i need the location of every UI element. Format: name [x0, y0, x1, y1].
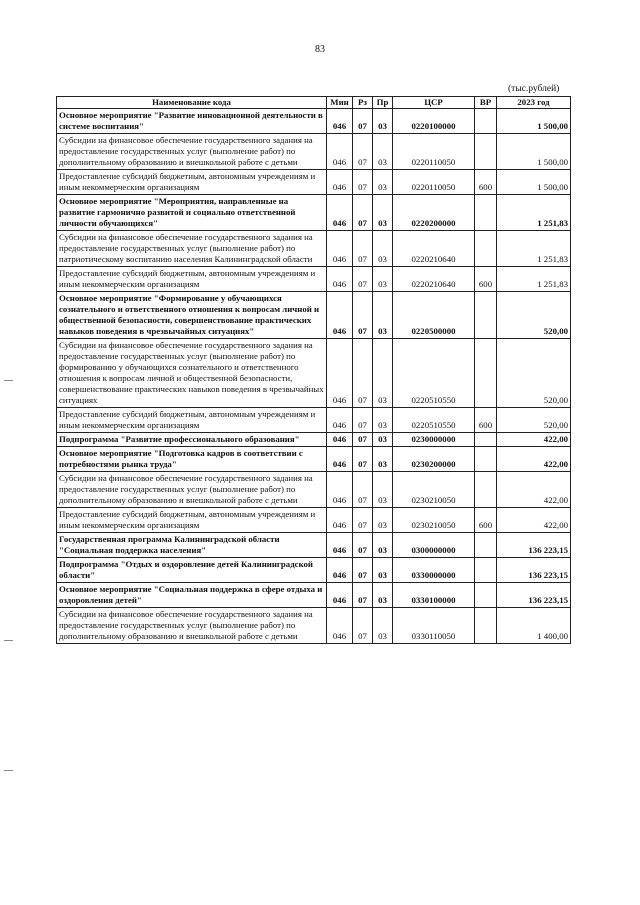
row-vr — [475, 231, 497, 267]
row-min: 046 — [327, 109, 353, 134]
table-row — [57, 134, 571, 170]
table-row — [57, 608, 571, 644]
row-sum: 1 500,00 — [497, 134, 571, 170]
row-pr: 03 — [373, 231, 393, 267]
row-pr: 03 — [373, 472, 393, 508]
table-row — [57, 231, 571, 267]
row-rz: 07 — [353, 339, 373, 408]
row-pr: 03 — [373, 608, 393, 644]
row-csr: 0220510550 — [393, 408, 475, 433]
row-pr: 03 — [373, 447, 393, 472]
row-csr: 0220200000 — [393, 195, 475, 231]
header-year: 2023 год — [497, 97, 571, 109]
row-min: 046 — [327, 558, 353, 583]
margin-mark — [4, 640, 13, 641]
row-rz: 07 — [353, 533, 373, 558]
row-sum: 1 500,00 — [497, 109, 571, 134]
row-name: Основное мероприятие "Развитие инновационной деятельности в системе воспитания" — [57, 109, 327, 134]
table-row — [57, 447, 571, 472]
row-sum: 136 223,15 — [497, 533, 571, 558]
row-vr — [475, 447, 497, 472]
table-row — [57, 292, 571, 339]
row-csr: 0220100000 — [393, 109, 475, 134]
row-csr: 0300000000 — [393, 533, 475, 558]
row-csr: 0330100000 — [393, 583, 475, 608]
row-name: Основное мероприятие "Подготовка кадров в соответствии с потребностями рынка труда" — [57, 447, 327, 472]
row-name: Субсидии на финансовое обеспечение государственного задания на предоставление государственных услуг (выполнение работ) по дополнительному образованию и внешкольной работе с детьми — [57, 472, 327, 508]
row-sum: 1 400,00 — [497, 608, 571, 644]
table-row — [57, 508, 571, 533]
row-rz: 07 — [353, 583, 373, 608]
row-pr: 03 — [373, 195, 393, 231]
row-min: 046 — [327, 447, 353, 472]
row-min: 046 — [327, 408, 353, 433]
row-sum: 1 251,83 — [497, 231, 571, 267]
row-min: 046 — [327, 583, 353, 608]
table-row — [57, 170, 571, 195]
row-name: Субсидии на финансовое обеспечение государственного задания на предоставление государственных услуг (выполнение работ) по формированию у обучающихся сознательного и ответственного отношения к вопросам личной и общественной безопасности, совершенствование практических навыков поведения в чрезвычайных ситуациях — [57, 339, 327, 408]
row-rz: 07 — [353, 292, 373, 339]
row-rz: 07 — [353, 231, 373, 267]
row-rz: 07 — [353, 558, 373, 583]
row-rz: 07 — [353, 508, 373, 533]
row-min: 046 — [327, 267, 353, 292]
row-name: Субсидии на финансовое обеспечение государственного задания на предоставление государственных услуг (выполнение работ) по патриотическому воспитанию населения Калининградской области — [57, 231, 327, 267]
row-pr: 03 — [373, 558, 393, 583]
row-csr: 0230200000 — [393, 447, 475, 472]
row-csr: 0220500000 — [393, 292, 475, 339]
row-name: Основное мероприятие "Формирование у обучающихся сознательного и ответственного отношения к вопросам личной и общественной безопасности, совершенствование практических навыков поведения в чрезвычайных ситуациях" — [57, 292, 327, 339]
table-row — [57, 408, 571, 433]
row-rz: 07 — [353, 109, 373, 134]
row-rz: 07 — [353, 472, 373, 508]
row-rz: 07 — [353, 608, 373, 644]
row-sum: 422,00 — [497, 433, 571, 447]
row-csr: 0220210640 — [393, 267, 475, 292]
row-name: Предоставление субсидий бюджетным, автономным учреждениям и иным некоммерческим организациям — [57, 508, 327, 533]
row-sum: 136 223,15 — [497, 583, 571, 608]
row-pr: 03 — [373, 508, 393, 533]
row-rz: 07 — [353, 433, 373, 447]
row-min: 046 — [327, 433, 353, 447]
row-pr: 03 — [373, 583, 393, 608]
row-name: Основное мероприятие "Социальная поддержка в сфере отдыха и оздоровления детей" — [57, 583, 327, 608]
table-row — [57, 533, 571, 558]
row-min: 046 — [327, 231, 353, 267]
row-pr: 03 — [373, 267, 393, 292]
table-row — [57, 472, 571, 508]
row-vr — [475, 558, 497, 583]
header-csr: ЦСР — [393, 97, 475, 109]
row-sum: 520,00 — [497, 408, 571, 433]
row-csr: 0220110050 — [393, 170, 475, 195]
row-pr: 03 — [373, 134, 393, 170]
row-name: Подпрограмма "Отдых и оздоровление детей Калининградской области" — [57, 558, 327, 583]
row-vr — [475, 134, 497, 170]
row-sum: 422,00 — [497, 508, 571, 533]
row-min: 046 — [327, 134, 353, 170]
row-min: 046 — [327, 533, 353, 558]
row-pr: 03 — [373, 533, 393, 558]
row-csr: 0230000000 — [393, 433, 475, 447]
row-csr: 0220210640 — [393, 231, 475, 267]
row-rz: 07 — [353, 447, 373, 472]
row-vr — [475, 433, 497, 447]
row-csr: 0330000000 — [393, 558, 475, 583]
budget-table — [56, 96, 571, 644]
row-sum: 1 251,83 — [497, 267, 571, 292]
row-rz: 07 — [353, 134, 373, 170]
row-name: Предоставление субсидий бюджетным, автономным учреждениям и иным некоммерческим организациям — [57, 267, 327, 292]
row-name: Основное мероприятие "Мероприятия, направленные на развитие гармонично развитой и социально ответственной личности обучающихся" — [57, 195, 327, 231]
row-vr — [475, 472, 497, 508]
row-csr: 0230210050 — [393, 508, 475, 533]
row-name: Предоставление субсидий бюджетным, автономным учреждениям и иным некоммерческим организациям — [57, 170, 327, 195]
row-sum: 1 500,00 — [497, 170, 571, 195]
units-label: (тыс.рублей) — [508, 84, 560, 94]
row-csr: 0330110050 — [393, 608, 475, 644]
row-vr — [475, 583, 497, 608]
table-row — [57, 433, 571, 447]
margin-mark — [4, 380, 13, 381]
row-rz: 07 — [353, 408, 373, 433]
page-number: 83 — [315, 44, 325, 55]
row-min: 046 — [327, 195, 353, 231]
row-sum: 422,00 — [497, 472, 571, 508]
table-row — [57, 195, 571, 231]
row-sum: 1 251,83 — [497, 195, 571, 231]
row-pr: 03 — [373, 339, 393, 408]
header-rz: Рз — [353, 97, 373, 109]
row-vr — [475, 109, 497, 134]
row-name: Государственная программа Калининградской области "Социальная поддержка населения" — [57, 533, 327, 558]
row-rz: 07 — [353, 267, 373, 292]
row-vr: 600 — [475, 508, 497, 533]
row-pr: 03 — [373, 292, 393, 339]
row-vr: 600 — [475, 170, 497, 195]
table-row — [57, 583, 571, 608]
row-vr — [475, 339, 497, 408]
row-rz: 07 — [353, 170, 373, 195]
row-rz: 07 — [353, 195, 373, 231]
row-csr: 0220510550 — [393, 339, 475, 408]
row-vr: 600 — [475, 408, 497, 433]
table-body — [57, 109, 571, 644]
row-vr: 600 — [475, 267, 497, 292]
row-pr: 03 — [373, 433, 393, 447]
row-name: Субсидии на финансовое обеспечение государственного задания на предоставление государственных услуг (выполнение работ) по дополнительному образованию и внешкольной работе с детьми — [57, 608, 327, 644]
row-min: 046 — [327, 170, 353, 195]
row-pr: 03 — [373, 408, 393, 433]
row-pr: 03 — [373, 109, 393, 134]
table-row — [57, 109, 571, 134]
header-pr: Пр — [373, 97, 393, 109]
row-vr — [475, 533, 497, 558]
row-sum: 520,00 — [497, 292, 571, 339]
row-name: Подпрограмма "Развитие профессионального образования" — [57, 433, 327, 447]
header-name: Наименование кода — [57, 97, 327, 109]
row-name: Субсидии на финансовое обеспечение государственного задания на предоставление государственных услуг (выполнение работ) по дополнительному образованию и внешкольной работе с детьми — [57, 134, 327, 170]
table-row — [57, 558, 571, 583]
row-min: 046 — [327, 608, 353, 644]
row-pr: 03 — [373, 170, 393, 195]
row-csr: 0220110050 — [393, 134, 475, 170]
margin-mark — [4, 770, 13, 771]
row-vr — [475, 608, 497, 644]
row-vr — [475, 195, 497, 231]
row-sum: 422,00 — [497, 447, 571, 472]
table-row — [57, 339, 571, 408]
row-min: 046 — [327, 472, 353, 508]
row-sum: 520,00 — [497, 339, 571, 408]
table-row — [57, 267, 571, 292]
row-sum: 136 223,15 — [497, 558, 571, 583]
row-csr: 0230210050 — [393, 472, 475, 508]
row-min: 046 — [327, 508, 353, 533]
table-header-row — [57, 97, 571, 109]
header-vr: ВР — [475, 97, 497, 109]
row-min: 046 — [327, 292, 353, 339]
row-name: Предоставление субсидий бюджетным, автономным учреждениям и иным некоммерческим организациям — [57, 408, 327, 433]
row-vr — [475, 292, 497, 339]
row-min: 046 — [327, 339, 353, 408]
header-min: Мин — [327, 97, 353, 109]
